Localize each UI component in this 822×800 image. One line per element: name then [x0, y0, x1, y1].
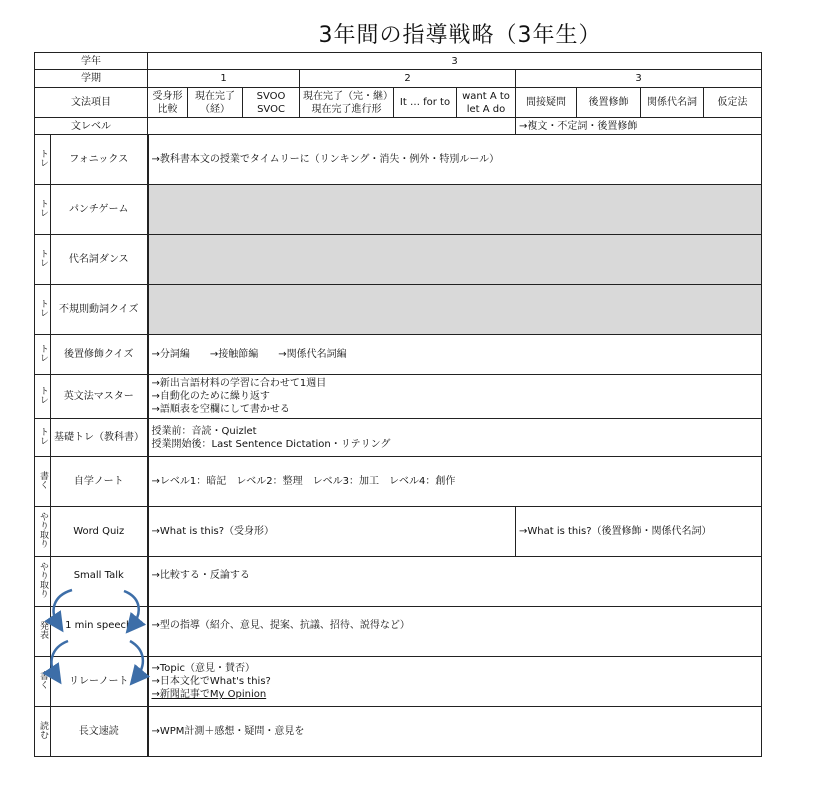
category-cell: トレ [35, 135, 51, 185]
grammar-item: SVOO SVOC [243, 88, 300, 118]
item-content: →Topic（意見・賛否） →日本文化でWhat's this? →新聞記事でMy Opinion [148, 657, 762, 707]
category-cell: やり取り [35, 557, 51, 607]
item-content: 授業前：音読・Quizlet 授業開始後：Last Sentence Dictation・リテリング [148, 419, 762, 457]
category-cell: 書く [35, 457, 51, 507]
sentence-level-note: →複文・不定詞・後置修飾 [516, 118, 762, 135]
table-row [35, 607, 762, 657]
table-row [35, 285, 762, 335]
grammar-item: It … for to [394, 88, 457, 118]
table-row [35, 335, 762, 375]
term-3: 3 [516, 70, 762, 88]
item-name: パンチゲーム [51, 185, 148, 235]
sentence-level-row [35, 118, 762, 135]
item-name: 自学ノート [51, 457, 148, 507]
table-row [35, 185, 762, 235]
table-row [35, 235, 762, 285]
item-name: フォニックス [51, 135, 148, 185]
grammar-item: 受身形 比較 [148, 88, 188, 118]
item-content: →分詞編 →接触節編 →関係代名詞編 [148, 335, 762, 375]
item-content: →レベル1：暗記 レベル2：整理 レベル3：加工 レベル4：創作 [148, 457, 762, 507]
item-name: リレーノート [51, 657, 148, 707]
category-cell: やり取り [35, 507, 51, 557]
category-cell: トレ [35, 419, 51, 457]
term-2: 2 [300, 70, 516, 88]
item-content: →WPM計測＋感想・疑問・意見を [148, 707, 762, 757]
item-name: 代名詞ダンス [51, 235, 148, 285]
grade-label: 学年 [35, 53, 148, 70]
grammar-item: 後置修飾 [577, 88, 641, 118]
shaded-cell [148, 185, 762, 235]
item-content: →比較する・反論する [148, 557, 762, 607]
grade-value: 3 [148, 53, 762, 70]
item-name: 1 min speech [51, 607, 148, 657]
grammar-row [35, 88, 762, 118]
term-1: 1 [148, 70, 300, 88]
grammar-item: 関係代名詞 [641, 88, 704, 118]
term-label: 学期 [35, 70, 148, 88]
grammar-label: 文法項目 [35, 88, 148, 118]
table-row [35, 375, 762, 419]
item-name: Small Talk [51, 557, 148, 607]
item-name: 英文法マスター [51, 375, 148, 419]
shaded-cell [148, 235, 762, 285]
item-name: 不規則動詞クイズ [51, 285, 148, 335]
item-content: →新出言語材料の学習に合わせて1週目 →自動化のために繰り返す →語順表を空欄にして書かせる [148, 375, 762, 419]
sentence-level-label: 文レベル [35, 118, 148, 135]
item-content-right: →What is this?（後置修飾・関係代名詞） [516, 507, 762, 557]
item-name: 長文速読 [51, 707, 148, 757]
item-name: 後置修飾クイズ [51, 335, 148, 375]
category-cell: 発表 [35, 607, 51, 657]
item-content: →教科書本文の授業でタイムリーに（リンキング・消失・例外・特別ルール） [148, 135, 762, 185]
item-content: →What is this?（受身形） [148, 507, 516, 557]
table-row [35, 507, 762, 557]
table-row [35, 557, 762, 607]
grammar-item: 間接疑問 [516, 88, 577, 118]
strategy-table [34, 52, 762, 757]
grammar-item: want A to let A do [457, 88, 516, 118]
category-cell: トレ [35, 335, 51, 375]
category-cell: トレ [35, 375, 51, 419]
grammar-item: 現在完了（完・継） 現在完了進行形 [300, 88, 394, 118]
table-row [35, 135, 762, 185]
term-row [35, 70, 762, 88]
grammar-item: 現在完了 （経） [188, 88, 243, 118]
category-cell: 読む [35, 707, 51, 757]
sentence-level-empty [148, 118, 516, 135]
item-name: Word Quiz [51, 507, 148, 557]
table-row [35, 457, 762, 507]
category-cell: トレ [35, 285, 51, 335]
table-row [35, 419, 762, 457]
grade-row [35, 53, 762, 70]
table-row [35, 707, 762, 757]
category-cell: トレ [35, 185, 51, 235]
category-cell: 書く [35, 657, 51, 707]
category-cell: トレ [35, 235, 51, 285]
shaded-cell [148, 285, 762, 335]
table-row [35, 657, 762, 707]
item-name: 基礎トレ（教科書） [51, 419, 148, 457]
item-content: →型の指導（紹介、意見、提案、抗議、招待、説得など） [148, 607, 762, 657]
grammar-item: 仮定法 [704, 88, 762, 118]
page-title: 3年間の指導戦略（3年生） [318, 23, 602, 48]
